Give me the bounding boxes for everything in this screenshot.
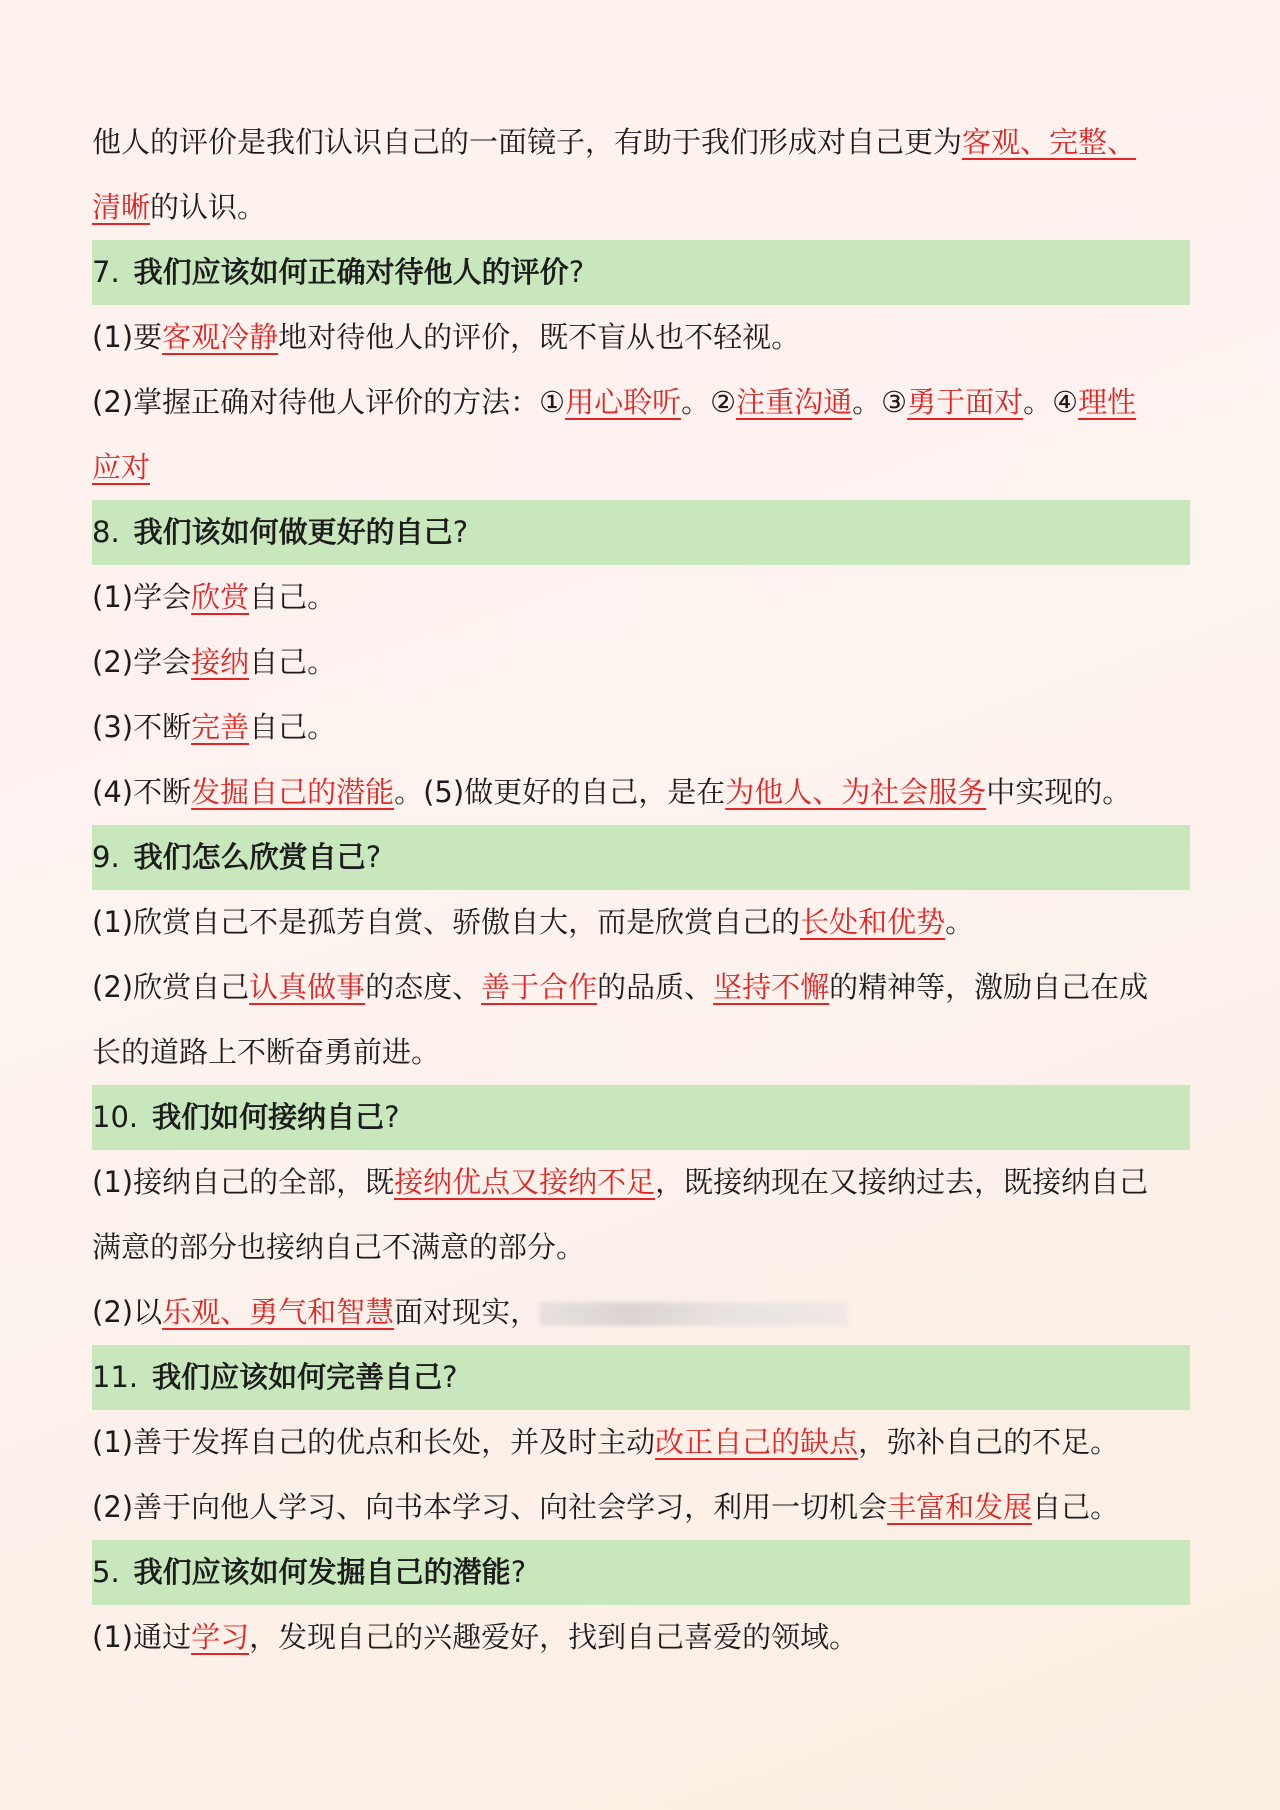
question-mark: ? [442,1360,458,1394]
question-mark: ? [452,515,469,549]
key-term: 理性 [1078,385,1137,419]
key-term: 接纳优点又接纳不足 [394,1165,656,1199]
answer-11-2: (2)善于向他人学习、向书本学习、向社会学习，利用一切机会丰富和发展自己。 [92,1490,1120,1524]
document-body [92,110,1190,1670]
key-term: 勇于面对 [907,385,1024,419]
key-term: 发掘自己的潜能 [191,775,395,809]
key-term: 接纳 [191,645,250,679]
intro-text: 他人的评价是我们认识自己的一面镜子，有助于我们形成对自己更为 [92,125,963,159]
key-term: 认真做事 [249,970,366,1004]
key-term: 客观冷静 [162,320,279,354]
answer-8-1: (1)学会欣赏自己。 [92,580,337,614]
answer-9-2-cont: 长的道路上不断奋勇前进。 [92,1035,441,1069]
answer-9-1: (1)欣赏自己不是孤芳自赏、骄傲自大，而是欣赏自己的长处和优势。 [92,905,975,939]
intro-text: 的认识。 [150,190,267,224]
answer-10-1-cont: 满意的部分也接纳自己不满意的部分。 [92,1230,586,1264]
question-mark: ? [365,840,382,874]
question-heading-8 [92,500,1190,565]
question-number: 5. [92,1555,120,1589]
question-title: 我们应该如何完善自己 [152,1360,443,1394]
answer-8-4: (4)不断发掘自己的潜能。(5)做更好的自己，是在为他人、为社会服务中实现的。 [92,775,1132,809]
answer-7-2-cont [92,435,1190,500]
answer-5-1: (1)通过学习，发现自己的兴趣爱好，找到自己喜爱的领域。 [92,1620,859,1654]
answer-8-2: (2)学会接纳自己。 [92,645,337,679]
question-mark: ? [384,1100,400,1134]
answer-9-2: (2)欣赏自己认真做事的态度、善于合作的品质、坚持不懈的精神等，激励自己在成 [92,970,1149,1004]
question-heading-10 [92,1085,1190,1150]
answer-11-1: (1)善于发挥自己的优点和长处，并及时主动改正自己的缺点，弥补自己的不足。 [92,1425,1120,1459]
answer-10-2: (2)以乐观、勇气和智慧面对现实， [92,1280,1190,1345]
question-mark: ? [510,1555,527,1589]
redacted-blur [539,1302,849,1326]
question-title: 我们应该如何正确对待他人的评价 [133,255,569,289]
question-title: 我们应该如何发掘自己的潜能 [133,1555,511,1589]
question-number: 9. [92,840,120,874]
key-term: 善于合作 [481,970,598,1004]
intro-line-2 [92,175,1190,240]
question-mark: ? [568,255,585,289]
question-title: 我们如何接纳自己 [152,1100,385,1134]
key-term: 学习 [191,1620,250,1654]
key-term: 改正自己的缺点 [655,1425,859,1459]
key-term: 坚持不懈 [713,970,830,1004]
question-heading-9 [92,825,1190,890]
intro-line-1 [92,110,1190,175]
key-term: 为他人、为社会服务 [725,775,987,809]
key-term: 应对 [92,450,151,484]
question-title: 我们该如何做更好的自己 [133,515,453,549]
question-heading-5 [92,1540,1190,1605]
key-term: 丰富和发展 [887,1490,1033,1524]
key-term: 完善 [191,710,250,744]
key-term: 清晰 [92,190,151,224]
question-number: 11. [92,1360,139,1394]
key-term: 用心聆听 [565,385,682,419]
key-term: 乐观、勇气和智慧 [162,1295,395,1329]
answer-7-1: (1)要客观冷静地对待他人的评价，既不盲从也不轻视。 [92,320,801,354]
question-heading-7 [92,240,1190,305]
question-heading-11 [92,1345,1190,1410]
key-term: 长处和优势 [800,905,946,939]
question-number: 10. [92,1100,139,1134]
key-term: 客观、完整、 [962,125,1137,159]
answer-8-3: (3)不断完善自己。 [92,710,337,744]
key-term: 欣赏 [191,580,250,614]
question-number: 7. [92,255,120,289]
answer-10-1: (1)接纳自己的全部，既接纳优点又接纳不足，既接纳现在又接纳过去，既接纳自己 [92,1165,1149,1199]
question-title: 我们怎么欣赏自己 [133,840,366,874]
question-number: 8. [92,515,120,549]
answer-7-2: (2)掌握正确对待他人评价的方法：①用心聆听。②注重沟通。③勇于面对。④理性 [92,385,1137,419]
key-term: 注重沟通 [736,385,853,419]
